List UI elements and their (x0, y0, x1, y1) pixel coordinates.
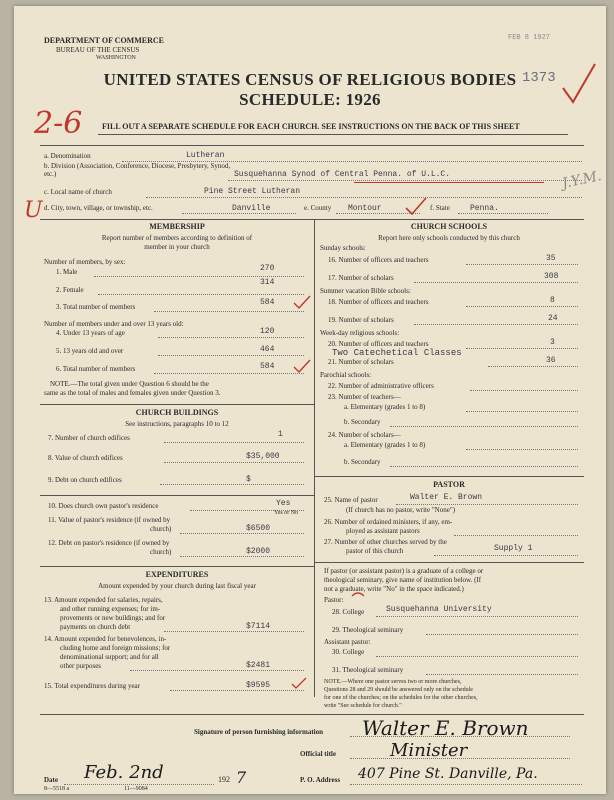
local-name-value: Pine Street Lutheran (204, 187, 301, 196)
graduate-instruction: theological seminary, give name of institution below. (If (324, 576, 482, 584)
schools-heading: CHURCH SCHOOLS (410, 222, 488, 231)
q27-label-cont: pastor of this church (346, 547, 404, 555)
q9-label: 9. Debt on church edifices (48, 476, 122, 484)
q24a-label: a. Elementary (grades 1 to 8) (344, 441, 426, 449)
q12-label: 12. Debt on pastor's residence (if owned by (48, 539, 170, 547)
official-title-value: Minister (390, 740, 468, 761)
q10-value: Yes (276, 499, 291, 508)
po-address-label: P. O. Address (300, 776, 341, 784)
q14-label: 14. Amount expended for benevolences, in- (44, 635, 167, 643)
q15-value: $9595 (246, 681, 271, 690)
q23b-label: b. Secondary (344, 418, 381, 426)
q1-label: 1. Male (56, 268, 78, 276)
q17-value: 308 (544, 272, 559, 281)
q9-value: $ (246, 475, 251, 484)
denomination-value: Lutheran (186, 151, 225, 160)
denomination-label: a. Denomination (44, 152, 91, 160)
q4-label: 4. Under 13 years of age (56, 329, 125, 337)
form-title: UNITED STATES CENSUS OF RELIGIOUS BODIES (103, 70, 517, 89)
q6-value: 584 (260, 362, 275, 371)
q21-value: 36 (546, 356, 556, 365)
yes-or-no-hint: Yes or No (274, 510, 299, 516)
sunday-schools-label: Sunday schools: (320, 244, 366, 252)
q23-label: 23. Number of teachers— (328, 393, 401, 401)
q20-label: 20. Number of officers and teachers (328, 340, 429, 348)
q13-label: and other running expenses; for im- (60, 605, 161, 613)
q11-label: 11. Value of pastor's residence (if owned by (48, 516, 171, 524)
q25-value: Walter E. Brown (410, 493, 483, 502)
signature-value: Walter E. Brown (362, 716, 529, 740)
q19-value: 24 (548, 314, 558, 323)
age-intro-label: Number of members under and over 13 years old: (44, 320, 184, 328)
q18-label: 18. Number of officers and teachers (328, 298, 429, 306)
q31-label: 31. Theological seminary (332, 666, 404, 674)
q17-label: 17. Number of scholars (328, 274, 394, 282)
q21-label: 21. Number of scholars (328, 358, 394, 366)
q2-value: 314 (260, 278, 275, 287)
q13-label: provements or new buildings; and for (60, 614, 166, 622)
assistant-pastor-subheading: Assistant pastor: (324, 638, 371, 646)
pastor-note: write "See schedule for church." (324, 703, 402, 709)
q23a-label: a. Elementary (grades 1 to 8) (344, 403, 426, 411)
buildings-heading: CHURCH BUILDINGS (135, 408, 219, 417)
q3-value: 584 (260, 298, 275, 307)
q26-label: 26. Number of ordained ministers, if any, em- (324, 518, 453, 526)
q13-label: payments on church debt (60, 623, 131, 631)
coder-initials: J.Y.M. (560, 168, 603, 192)
q8-label: 8. Value of church edifices (48, 454, 123, 462)
state-value: Penna. (470, 204, 499, 213)
q14-label: other purposes (60, 662, 102, 670)
membership-note: same as the total of males and females given under Question 3. (44, 389, 221, 397)
q22-label: 22. Number of administrative officers (328, 382, 434, 390)
q28-value: Susquehanna University (386, 605, 492, 614)
expenditures-heading: EXPENDITURES (145, 570, 209, 579)
membership-sub: Report number of members according to definition of (101, 234, 253, 242)
date-value: Feb. 2nd (84, 762, 164, 783)
q7-label: 7. Number of church edifices (48, 434, 130, 442)
checkmark-icon (290, 676, 308, 690)
q11-value: $6500 (246, 524, 271, 533)
q1-value: 270 (260, 264, 275, 273)
city-label: d. City, town, village, or township, etc. (44, 204, 153, 212)
graduate-instruction: not a graduate, write "No" in the space indicated.) (324, 585, 464, 593)
received-date-stamp: FEB 8 1927 (508, 34, 551, 42)
q4-value: 120 (260, 327, 275, 336)
q29-label: 29. Theological seminary (332, 626, 404, 634)
year-prefix: 192 (218, 775, 230, 784)
expenditures-sub: Amount expended by your church during last fiscal year (98, 582, 256, 590)
county-value: Montour (348, 204, 382, 213)
q11-label-cont: church) (150, 525, 172, 533)
q6-label: 6. Total number of members (56, 365, 136, 373)
q18-value: 8 (550, 296, 555, 305)
q12-label-cont: church) (150, 548, 172, 556)
pastor-note: NOTE.—Where one pastor serves two or more churches, (324, 679, 462, 685)
q27-label: 27. Number of other churches served by the (324, 538, 447, 546)
form-subtitle: SCHEDULE: 1926 (239, 90, 381, 109)
census-schedule-page (14, 6, 606, 794)
date-label: Date (44, 776, 58, 784)
q25-note: (If church has no pastor, write "None") (346, 506, 456, 514)
membership-note: NOTE.—The total given under Question 6 should be the (50, 380, 209, 388)
pastor-subheading: Pastor: (324, 596, 344, 604)
received-number-stamp: 1373 (522, 70, 556, 86)
checkmark-icon (404, 196, 428, 216)
official-title-label: Official title (300, 750, 336, 758)
q2-label: 2. Female (56, 286, 84, 294)
by-sex-label: Number of members, by sex: (44, 258, 126, 266)
q3-label: 3. Total number of members (56, 303, 136, 311)
county-label: e. County (304, 204, 332, 212)
q16-value: 35 (546, 254, 556, 263)
pastor-note: Questions 28 and 29 should be answered only on the schedule (324, 687, 473, 693)
q10-label: 10. Does church own pastor's residence (48, 502, 159, 510)
q7-value: 1 (278, 430, 283, 439)
q24b-label: b. Secondary (344, 458, 381, 466)
q13-value: $7114 (246, 622, 271, 631)
q5-label: 5. 13 years old and over (56, 347, 124, 355)
q30-label: 30. College (332, 648, 365, 656)
q26-label-cont: ployed as assistant pastors (346, 527, 420, 535)
checkmark-icon (292, 294, 312, 310)
graduate-instruction: If pastor (or assistant pastor) is a graduate of a college or (324, 567, 484, 575)
print-number: 11—9084 (124, 786, 148, 792)
q8-value: $35,000 (246, 452, 280, 461)
instruction-text: FILL OUT A SEPARATE SCHEDULE FOR EACH CHURCH. SEE INSTRUCTIONS ON THE BACK OF THIS SHEET (102, 122, 520, 131)
q12-value: $2000 (246, 547, 271, 556)
q27-value: Supply 1 (494, 544, 533, 553)
q5-value: 464 (260, 345, 275, 354)
form-number: 8—5518 a (44, 786, 70, 792)
pastor-note: for one of the churches; on the schedules for the other churches, (324, 695, 478, 701)
membership-heading: MEMBERSHIP (149, 222, 205, 231)
q13-label: 13. Amount expended for salaries, repairs, (44, 596, 163, 604)
q25-label: 25. Name of pastor (324, 496, 378, 504)
q28-label: 28. College (332, 608, 365, 616)
po-address-value: 407 Pine St. Danville, Pa. (358, 766, 538, 782)
membership-sub: member in your church (144, 243, 210, 251)
q16-label: 16. Number of officers and teachers (328, 256, 429, 264)
bureau-label: BUREAU OF THE CENSUS (56, 46, 140, 54)
q20-value: 3 (550, 338, 555, 347)
schools-sub: Report here only schools conducted by this church (378, 234, 520, 242)
checkmark-icon (292, 358, 312, 374)
division-label: b. Division (Association, Conference, Diocese, Presbytery, Synod, etc.) (44, 162, 231, 178)
weekday-schools-label: Week-day religious schools: (320, 329, 400, 337)
red-mark-icon (350, 590, 366, 602)
q14-value: $2481 (246, 661, 271, 670)
buildings-sub: See instructions, paragraphs 10 to 12 (125, 420, 229, 428)
typed-annotation: Two Catechetical Classes (332, 348, 462, 358)
q24-label: 24. Number of scholars— (328, 431, 401, 439)
division-value: Susquehanna Synod of Central Penna. of U.L.C. (234, 170, 451, 179)
pastor-heading: PASTOR (433, 480, 465, 489)
q14-label: cluding home and foreign missions; for (60, 644, 171, 652)
q14-label: denominational support; and for all (60, 653, 159, 661)
red-margin-mark: U (24, 198, 43, 223)
q19-label: 19. Number of scholars (328, 316, 394, 324)
signature-label: Signature of person furnishing information (194, 728, 323, 736)
q15-label: 15. Total expenditures during year (44, 682, 140, 690)
department-label: DEPARTMENT OF COMMERCE (44, 36, 165, 45)
city-value: Danville (232, 204, 271, 213)
parochial-schools-label: Parochial schools: (320, 371, 372, 379)
year-value: 7 (236, 768, 247, 787)
summer-schools-label: Summer vacation Bible schools: (320, 287, 411, 295)
red-ink-mark: 2-6 (34, 106, 83, 141)
local-name-label: c. Local name of church (44, 188, 112, 196)
state-label: f. State (430, 204, 450, 212)
city-label: WASHINGTON (96, 55, 136, 61)
